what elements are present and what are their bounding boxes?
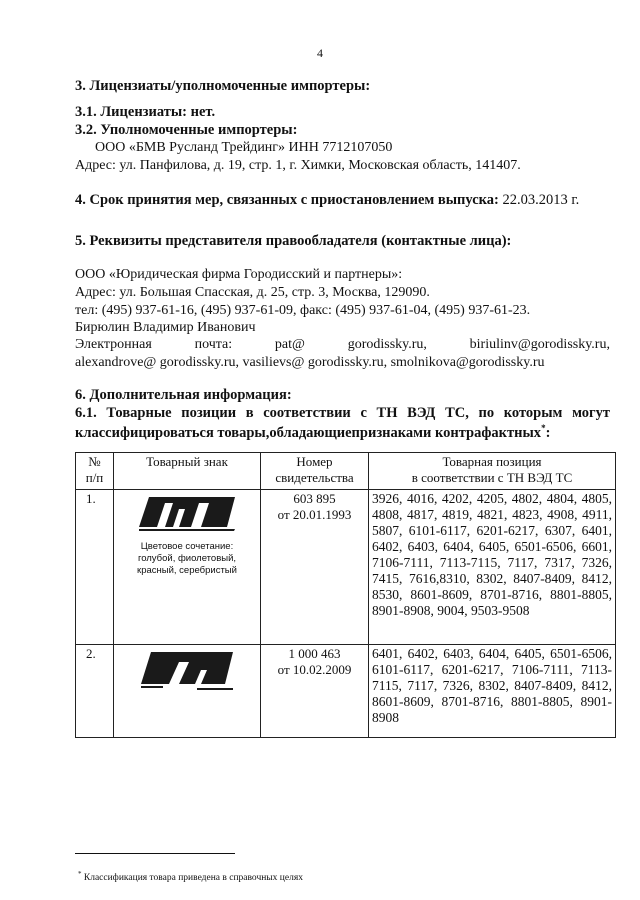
representative-address: Адрес: ул. Большая Спасская, д. 25, стр. 3, Москва, 129090.	[75, 285, 430, 300]
section-6-1-word: 6.1.	[75, 405, 97, 421]
section-4-date: 22.03.2013 г.	[498, 192, 580, 208]
contact-person: Бирюлин Владимир Иванович	[75, 320, 256, 335]
section-5-heading: 5. Реквизиты представителя правообладателя (контактные лица):	[75, 233, 512, 249]
email-label-b: почта:	[194, 337, 233, 352]
section-6-1-word: которым	[503, 405, 563, 421]
importer-address: Адрес: ул. Панфилова, д. 19, стр. 1, г. Химки, Московская область, 141407.	[75, 158, 521, 173]
email-line-1	[75, 337, 610, 353]
section-6-1-colon: :	[545, 424, 551, 441]
section-3-1: 3.1. Лицензиаты: нет.	[75, 104, 216, 120]
section-3-2: 3.2. Уполномоченные импортеры:	[75, 122, 298, 138]
header-trademark: Товарный знак	[114, 453, 261, 490]
footnote-mark: *	[78, 870, 82, 878]
section-6-1-word: Товарные	[106, 405, 172, 421]
section-4	[75, 192, 579, 209]
section-6-1-word: ВЭД	[407, 405, 436, 421]
row-1-certificate	[261, 490, 369, 645]
email-1b: gorodissky.ru,	[347, 337, 427, 352]
email-2: biriulinv@gorodissky.ru,	[469, 337, 610, 352]
section-4-label: 4. Срок принятия мер, связанных с приостановлением выпуска:	[75, 192, 499, 208]
footnote-text: Классификация товара приведена в справочных целях	[81, 873, 303, 884]
email-line-2: alexandrove@ gorodissky.ru, vasilievs@ gorodissky.ru, smolnikova@gorodissky.ru	[75, 355, 545, 370]
section-3-heading: 3. Лицензиаты/уполномоченные импортеры:	[75, 78, 371, 94]
m-logo-stylized-icon	[139, 648, 235, 692]
section-6-1-word: с	[360, 405, 367, 421]
row-1-cert-number: 603 895	[293, 491, 336, 506]
header-position: Товарная позиция в соответствии с ТН ВЭД ТС	[369, 453, 616, 490]
section-6-1-text: классифицироваться товары,обладающиепризнаками контрафактных	[75, 424, 542, 441]
table-header-row	[76, 453, 616, 490]
m-logo-icon	[139, 493, 235, 533]
page-number: 4	[317, 46, 323, 60]
row-2-positions: 6401, 6402, 6403, 6404, 6405, 6501-6506, 6101-6117, 6201-6217, 7106-7111, 7113-7115, 7117, 7326, 8302, 8407-8409, 8412, 8601-8609, 8701-8716, 8801-8805, 8901-8908	[369, 645, 616, 738]
section-6-1-line-2	[75, 423, 550, 442]
section-6-1-word: могут	[572, 405, 610, 421]
row-1-num: 1.	[76, 490, 114, 645]
representative-company: ООО «Юридическая фирма Городисский и партнеры»:	[75, 267, 403, 282]
section-6-1-word: соответствии	[263, 405, 351, 421]
footnote	[78, 870, 303, 883]
footnote-ref: *	[541, 423, 546, 433]
section-6-1-word: позиции	[181, 405, 237, 421]
importer-name: ООО «БМВ Русланд Трейдинг» ИНН 7712107050	[95, 140, 393, 155]
section-6-1-line-1	[75, 405, 610, 422]
section-6-1-word: по	[478, 405, 495, 421]
footnote-rule	[75, 853, 235, 854]
header-certificate: Номер свидетельства	[261, 453, 369, 490]
row-1-cert-date: от 20.01.1993	[277, 507, 352, 522]
section-6-heading: 6. Дополнительная информация:	[75, 387, 292, 403]
row-1-positions: 3926, 4016, 4202, 4205, 4802, 4804, 4805, 4808, 4817, 4819, 4821, 4823, 4908, 4911, 5807, 6101-6117, 6201-6217, 6307, 6401, 6402, 6403, 6404, 6405, 6501-6506, 6601, 7106-7111, 7113-7115, 7117, 7317, 7326, 7415, 7616,8310, 8302, 8407-8409, 8412, 8530, 8601-8609, 8701-8716, 8801-8805, 8901-8908, 9004, 9503-9508	[369, 490, 616, 645]
representative-phones: тел: (495) 937-61-16, (495) 937-61-09, факс: (495) 937-61-04, (495) 937-61-23.	[75, 303, 531, 318]
section-6-1-word: ТС,	[445, 405, 469, 421]
row-2-cert-number: 1 000 463	[288, 646, 341, 661]
trademark-color-caption: Цветовое сочетание: голубой, фиолетовый, красный, серебристый	[137, 541, 237, 576]
row-2-num: 2.	[76, 645, 114, 738]
header-num: № п/п	[76, 453, 114, 490]
section-6-1-word: в	[245, 405, 254, 421]
email-1a: pat@	[274, 337, 305, 352]
table-row	[76, 490, 616, 645]
email-label-a: Электронная	[75, 337, 152, 352]
row-2-trademark	[114, 645, 261, 738]
section-6-1-word: ТН	[376, 405, 398, 421]
goods-table	[75, 452, 616, 738]
row-2-certificate	[261, 645, 369, 738]
table-row	[76, 645, 616, 738]
row-1-trademark	[114, 490, 261, 645]
row-2-cert-date: от 10.02.2009	[277, 662, 352, 677]
